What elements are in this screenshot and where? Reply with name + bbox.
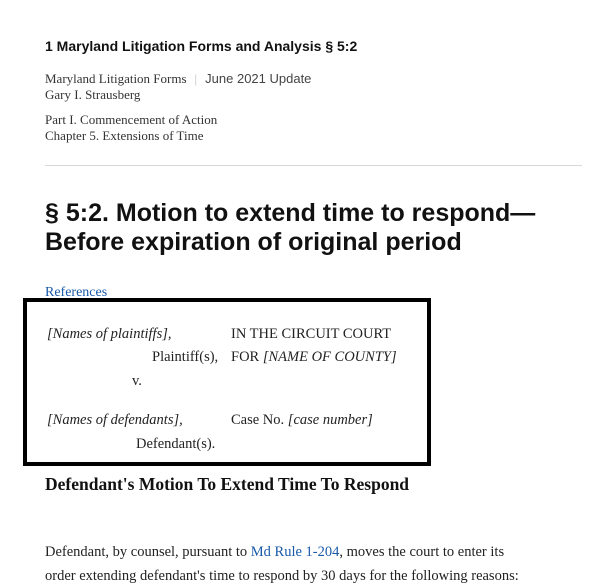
meta-separator: |: [194, 71, 198, 86]
author-name: Gary I. Strausberg: [45, 87, 141, 102]
motion-body-cont: , moves the court to enter its: [339, 544, 505, 560]
update-label: June 2021 Update: [205, 71, 312, 86]
md-rule-link[interactable]: Md Rule 1-204: [250, 544, 340, 560]
references-link[interactable]: References: [45, 285, 108, 300]
plaintiffs-name: [Names of plaintiffs],: [47, 326, 172, 342]
case-number-line: Case No. [case number]: [231, 412, 373, 428]
plaintiff-label: Plaintiff(s),: [152, 349, 219, 365]
part-breadcrumb: Part I. Commencement of Action: [45, 112, 218, 127]
county-line: FOR [NAME OF COUNTY]: [231, 349, 397, 365]
motion-body-intro: Defendant, by counsel, pursuant to: [45, 544, 251, 560]
motion-title: Defendant's Motion To Extend Time To Respond: [45, 474, 410, 494]
publication-line: [45, 71, 311, 87]
case-caption-box: [23, 298, 431, 466]
chapter-breadcrumb: Chapter 5. Extensions of Time: [45, 128, 204, 143]
defendants-name: [Names of defendants],: [47, 412, 183, 428]
motion-body: [45, 540, 585, 588]
publication-name: Maryland Litigation Forms: [45, 71, 187, 86]
section-heading: § 5:2. Motion to extend time to respond—Before expiration of original period: [45, 199, 536, 256]
document-title: 1 Maryland Litigation Forms and Analysis § 5:2: [45, 38, 358, 54]
motion-body-line2: order extending defendant's time to respond by 30 days for the following reasons:: [45, 568, 519, 584]
versus-label: v.: [132, 373, 142, 389]
defendant-label: Defendant(s).: [136, 436, 216, 452]
header-divider: [45, 165, 582, 166]
court-name: IN THE CIRCUIT COURT: [231, 326, 392, 342]
